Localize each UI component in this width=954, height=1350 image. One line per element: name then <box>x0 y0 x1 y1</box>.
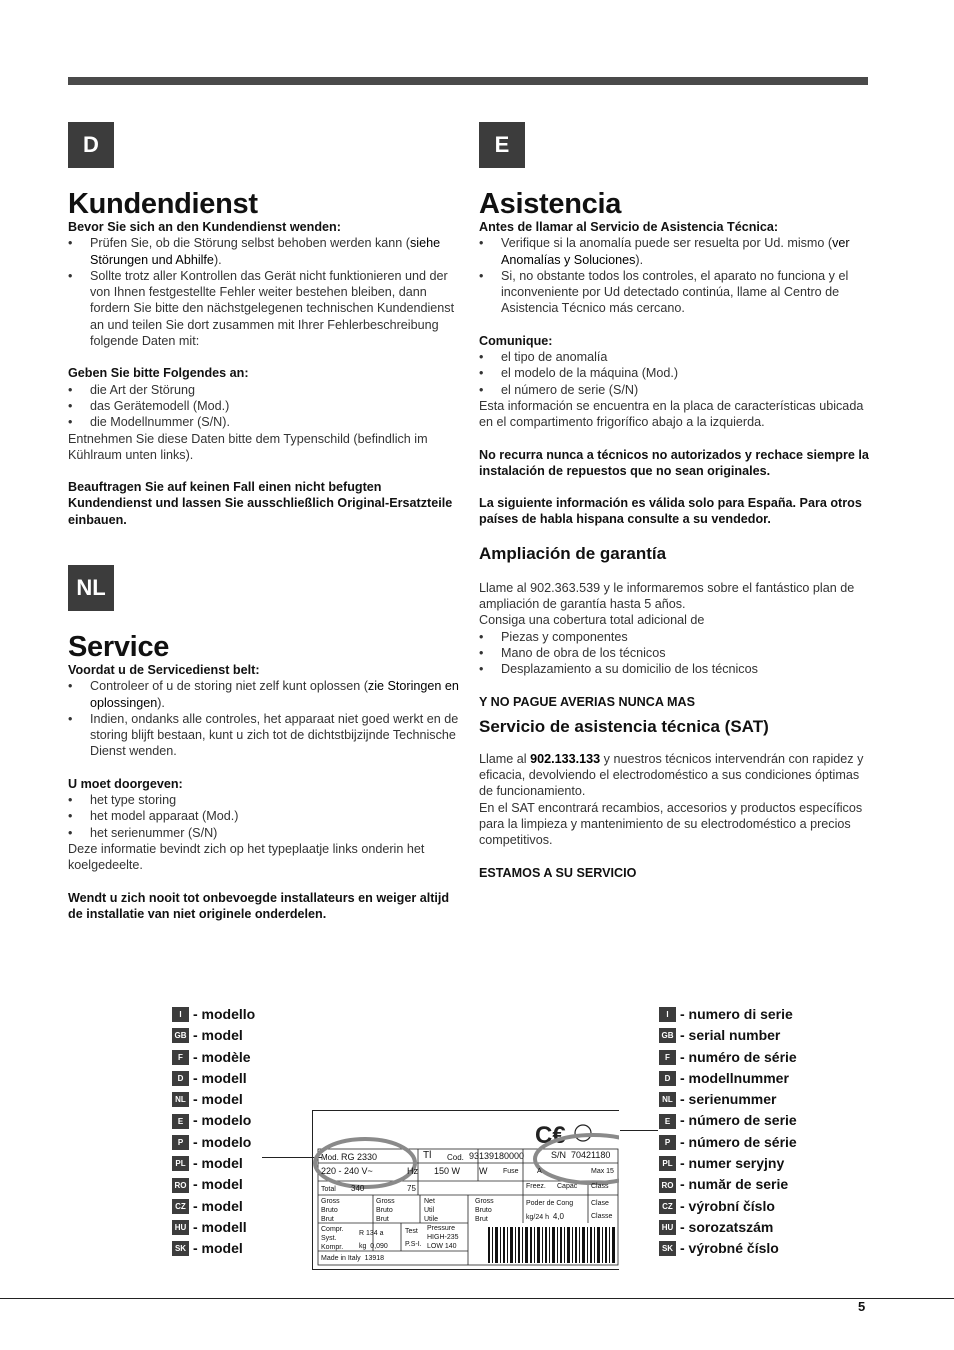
legend-row: SK - model <box>172 1238 255 1259</box>
footer-line <box>0 1298 954 1299</box>
warning-text: Beauftragen Sie auf keinen Fall einen nicht befugten Kundendienst und lassen Sie ausschließlich Original-Ersatzteile einbauen. <box>68 480 453 527</box>
legend-row: GB - model <box>172 1025 255 1046</box>
list-item: • el tipo de anomalía <box>479 349 871 365</box>
sat-title: Servicio de asistencia técnica (SAT) <box>479 716 769 736</box>
section-nl <box>68 632 460 922</box>
section-title: Asistencia <box>479 188 622 220</box>
list-item: • die Modellnummer (S/N). <box>68 414 460 430</box>
list-item: • Si, no obstante todos los controles, el aparato no funciona y el inconveniente por Ud detectado continúa, llame al Centro de Asistencia Técnico más cercano. <box>479 268 871 317</box>
barcode-icon <box>488 1227 615 1263</box>
estamos: ESTAMOS A SU SERVICIO <box>479 865 637 880</box>
legend-row: E - número de serie <box>659 1110 797 1131</box>
ce-mark-icon: C€ <box>535 1122 566 1149</box>
language-badge-e: E <box>479 122 525 168</box>
connector-line-right <box>620 1130 658 1131</box>
legend-row: CZ - model <box>172 1196 255 1217</box>
list-item: • Prüfen Sie, ob die Störung selbst behoben werden kann (siehe Störungen und Abhilfe). <box>68 235 460 268</box>
legend-row: NL - model <box>172 1089 255 1110</box>
warning-text: Wendt u zich nooit tot onbevoegde installateurs en weiger altijd de installatie van niet originele onderdelen. <box>68 890 450 921</box>
legend-row: HU - modell <box>172 1217 255 1238</box>
language-badge-nl: NL <box>68 565 114 611</box>
ampliacion-text: Llame al 902.363.539 y le informaremos sobre el fantástico plan de ampliación de garantía hasta 5 años. <box>479 580 855 612</box>
plate-info: Esta información se encuentra en la placa de características ubicada en el compartimento frigorífico abajo a la izquierda. <box>479 398 864 430</box>
legend-row: SK - výrobné číslo <box>659 1238 797 1259</box>
legend-row: HU - sorozatszám <box>659 1217 797 1238</box>
legend-row: CZ - výrobní číslo <box>659 1196 797 1217</box>
legend-row: RO - model <box>172 1174 255 1195</box>
legend-row: F - numéro de série <box>659 1047 797 1068</box>
legend-row: F - modèle <box>172 1047 255 1068</box>
legend-row: I - numero di serie <box>659 1004 797 1025</box>
give-title: Geben Sie bitte Folgendes an: <box>68 366 249 381</box>
intro: Voordat u de Servicedienst belt: <box>68 663 260 677</box>
list-item: • el modelo de la máquina (Mod.) <box>479 365 871 381</box>
plate-info: Deze informatie bevindt zich op het typeplaatje links onderin het koelgedeelte. <box>68 841 425 873</box>
list-item: • het serienummer (S/N) <box>68 825 460 841</box>
legend-row: PL - model <box>172 1153 255 1174</box>
ampliacion-title: Ampliación de garantía <box>479 543 667 563</box>
sat-text: Llame al 902.133.133 y nuestros técnicos intervendrán con rapidez y eficacia, devolviendo el electrodoméstico a sus condiciones óptimas de funcionamiento. <box>479 751 864 799</box>
legend-serial <box>659 1004 797 1260</box>
list-item: • die Art der Störung <box>68 382 460 398</box>
list-item: • Controleer of u de storing niet zelf kunt oplossen (zie Storingen en oplossingen). <box>68 678 460 711</box>
legend-row: E - modelo <box>172 1110 255 1131</box>
ampliacion-text-2: Consiga una cobertura total adicional de <box>479 613 705 628</box>
intro: Bevor Sie sich an den Kundendienst wenden: <box>68 220 341 234</box>
page-number: 5 <box>858 1299 866 1314</box>
legend-model <box>172 1004 255 1260</box>
header-bar <box>68 77 868 85</box>
legend-row: D - modellnummer <box>659 1068 797 1089</box>
give-title: Comunique: <box>479 333 553 348</box>
list-item: • het type storing <box>68 792 460 808</box>
section-title: Service <box>68 631 170 663</box>
legend-row: P - número de série <box>659 1132 797 1153</box>
section-es <box>479 189 871 881</box>
legend-row: RO - număr de serie <box>659 1174 797 1195</box>
section-title: Kundendienst <box>68 188 258 220</box>
list-item: • Verifique si la anomalía puede ser resuelta por Ud. mismo (ver Anomalías y Soluciones). <box>479 235 871 268</box>
spain-note: La siguiente información es válida solo para España. Para otros países de habla hispana consulte a su vendedor. <box>479 496 862 527</box>
list-item: • het model apparaat (Mod.) <box>68 808 460 824</box>
list-item: • Mano de obra de los técnicos <box>479 645 871 661</box>
rating-plate: C€ Mod. RG 2330 Tl Cod. 93139180000 S/N 70421180 220 - 240 V~ Hz 150 W W Fuse A Max 15 Total 340 75 Freez. Capac Class Gross Bruto Brut Gross Bruto Brut Net Util Utile Gross Bruto Brut Poder de Cong Clase kg/24 h 4,0 Classe Compr. Syst. Kompr. R 134 a kg 0,090 Test P.S-I. Pressure HIGH-235 LOW 140 Made in Italy 13918 <box>312 1110 619 1270</box>
warning-text: No recurra nunca a técnicos no autorizados y rechace siempre la instalación de repuestos que no sean originales. <box>479 447 869 478</box>
section-de <box>68 189 460 528</box>
list-item: • Desplazamiento a su domicilio de los técnicos <box>479 661 871 677</box>
give-title: U moet doorgeven: <box>68 776 183 791</box>
no-pague: Y NO PAGUE AVERIAS NUNCA MAS <box>479 694 695 709</box>
legend-row: P - modelo <box>172 1132 255 1153</box>
legend-row: GB - serial number <box>659 1025 797 1046</box>
legend-row: D - modell <box>172 1068 255 1089</box>
legend-row: PL - numer seryjny <box>659 1153 797 1174</box>
approval-logo-icon <box>575 1125 591 1141</box>
legend-row: NL - serienummer <box>659 1089 797 1110</box>
sat-text-2: En el SAT encontrará recambios, accesorios y productos específicos para la limpieza y mantenimiento de su electrodoméstico a precios competitivos. <box>479 800 863 848</box>
list-item: • Indien, ondanks alle controles, het apparaat niet goed werkt en de storing blijft bestaan, kunt u zich tot de dichtstbijzijnde Technische Dienst wenden. <box>68 711 460 760</box>
list-item: • Sollte trotz aller Kontrollen das Gerät nicht funktionieren und der von Ihnen festgestellte Fehler weiter bestehen bleiben, dann fordern Sie bitte den nächstgelegenen technischen Kundendienst an und teilen Sie dort zusammen mit Ihrer Fehlerbeschreibung folgende Daten mit: <box>68 268 460 349</box>
legend-row: I - modello <box>172 1004 255 1025</box>
list-item: • Piezas y componentes <box>479 629 871 645</box>
list-item: • el número de serie (S/N) <box>479 382 871 398</box>
intro: Antes de llamar al Servicio de Asistencia Técnica: <box>479 220 779 234</box>
language-badge-d: D <box>68 122 114 168</box>
plate-info: Entnehmen Sie diese Daten bitte dem Typenschild (befindlich im Kühlraum unten links). <box>68 431 428 462</box>
list-item: • das Gerätemodell (Mod.) <box>68 398 460 414</box>
